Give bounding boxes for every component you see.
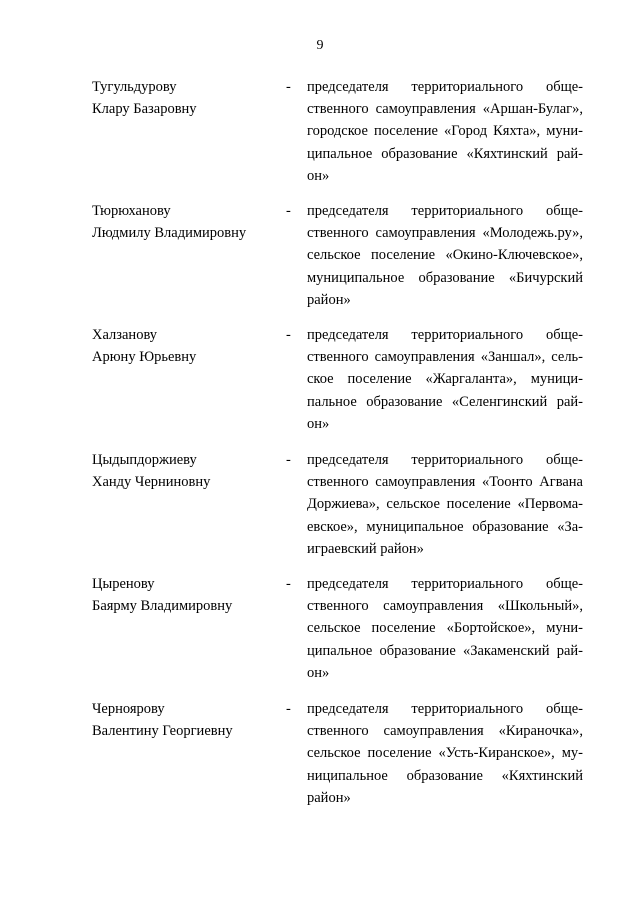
person-surname: Черноярову [92,701,165,717]
description-line: Доржиева», сельское поселение «Первома- [307,496,583,513]
description-line: ципальное образование «Кяхтинский рай- [307,145,583,162]
person-surname: Тугульдурову [92,79,177,95]
description-line: председателя территориального обще- [307,327,583,343]
person-given-names: Арюну Юрьевну [92,349,197,366]
dash-separator: - [286,576,291,592]
person-given-names: Валентину Георгиевну [92,723,233,740]
description-line: ственного самоуправления «Школьный», [307,598,583,615]
dash-separator: - [286,79,291,95]
description-line: ниципальное образование «Кяхтинский [307,767,583,784]
description-line: он» [307,415,330,432]
description-line: председателя территориального обще- [307,79,583,95]
dash-separator: - [286,701,291,717]
person-name [92,200,282,244]
person-name [92,324,282,368]
description-line: он» [307,167,330,184]
description-line: сельское поселение «Усть-Киранское», му- [307,745,583,762]
position-description [307,200,583,311]
description-line: сельское поселение «Окино-Ключевское», [307,247,583,264]
description-line: район» [307,291,351,308]
description-line: ственного самоуправления «Молодежь.ру», [307,225,583,242]
description-line: район» [307,789,351,806]
description-line: сельское поселение «Бортойское», муни- [307,620,583,637]
description-line: играевский район» [307,540,424,557]
position-description [307,449,583,560]
description-line: пальное образование «Селенгинский рай- [307,393,583,410]
person-name [92,449,282,493]
person-given-names: Ханду Черниновну [92,474,211,491]
person-name [92,76,282,120]
person-name [92,698,282,742]
person-name [92,573,282,617]
description-line: ственного самоуправления «Тоонто Агвана [307,474,583,491]
dash-separator: - [286,203,291,219]
position-description [307,573,583,684]
description-line: городское поселение «Город Кяхта», муни- [307,123,583,140]
person-surname: Халзанову [92,327,158,343]
person-surname: Цыдыпдоржиеву [92,452,197,468]
description-line: ципальное образование «Закаменский рай- [307,642,583,659]
description-line: муниципальное образование «Бичурский [307,269,583,286]
person-surname: Цыренову [92,576,155,592]
description-line: ственного самоуправления «Кираночка», [307,723,583,740]
description-line: он» [307,664,330,681]
person-given-names: Клару Базаровну [92,101,197,118]
description-line: председателя территориального обще- [307,203,583,219]
description-line: евское», муниципальное образование «За- [307,518,583,535]
person-given-names: Людмилу Владимировну [92,225,247,242]
position-description [307,698,583,809]
position-description [307,324,583,435]
dash-separator: - [286,452,291,468]
person-surname: Тюрюханову [92,203,171,219]
dash-separator: - [286,327,291,343]
description-line: ственного самоуправления «Заншал», сель- [307,349,583,366]
position-description [307,76,583,187]
description-line: председателя территориального обще- [307,452,583,468]
description-line: ское поселение «Жаргаланта», муници- [307,371,583,388]
description-line: председателя территориального обще- [307,701,583,717]
person-given-names: Баярму Владимировну [92,598,233,615]
description-line: ственного самоуправления «Аршан-Булаг», [307,101,583,118]
description-line: председателя территориального обще- [307,576,583,592]
page-number: 9 [316,38,324,53]
